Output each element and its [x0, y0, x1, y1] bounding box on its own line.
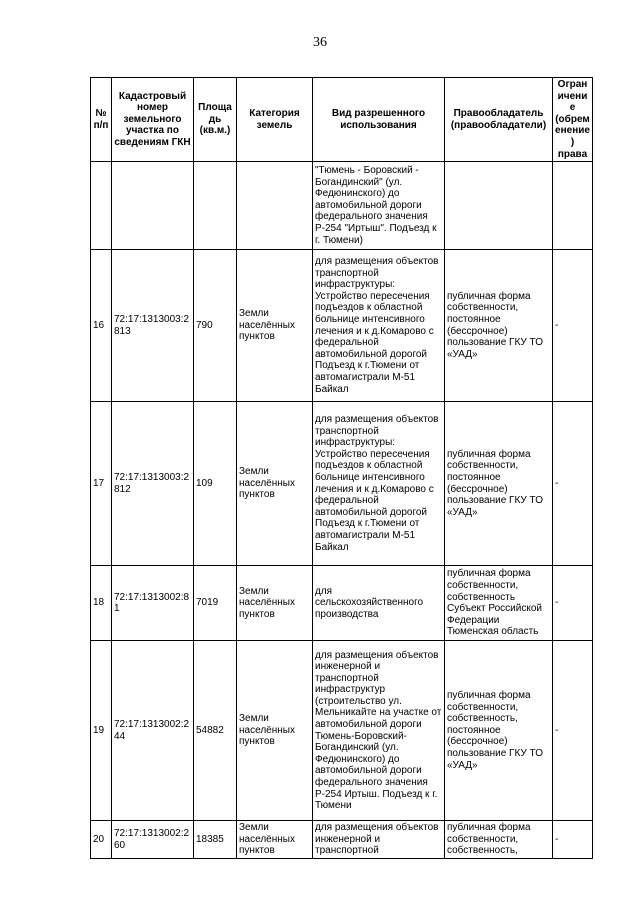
- cell-restrictions: -: [553, 250, 593, 402]
- cell-land-category: Земли населённых пунктов: [237, 402, 313, 566]
- cell-cadastral-number: 72:17:1313003:2812: [112, 402, 194, 566]
- cell-num: 20: [91, 821, 112, 859]
- cell-permitted-use: для размещения объектов инженерной и транспортной инфраструктур (строительство ул. Мельникайте на участке от автомобильной дороги Тюмень-Боровский-Богандинский (ул. Федюнинского) до автомобильной дороги федерального значения Р-254 Иртыш. Подъезд к г. Тюмени: [313, 641, 445, 821]
- header-num: № п/п: [91, 78, 112, 162]
- header-cadastral-number: Кадастровый номер земельного участка по сведениям ГКН: [112, 78, 194, 162]
- cell-num: 19: [91, 641, 112, 821]
- header-owner: Правообладатель (правообладатели): [445, 78, 553, 162]
- cell-num: 16: [91, 250, 112, 402]
- cell-area: 790: [194, 250, 237, 402]
- cell-cadastral-number: 72:17:1313002:81: [112, 566, 194, 641]
- header-permitted-use: Вид разрешенного использования: [313, 78, 445, 162]
- cell-permitted-use: для размещения объектов транспортной инфраструктуры: Устройство пересечения подъездов к областной больнице интенсивного лечения и к д.Комарово с федеральной автомобильной дорогой Подъезд к г.Тюмени от автомагистрали М-51 Байкал: [313, 402, 445, 566]
- cell-owner: публичная форма собственности, собственность, постоянное (бессрочное) пользование ГКУ ТО «УАД»: [445, 641, 553, 821]
- table-row: [91, 641, 593, 821]
- header-land-category: Категория земель: [237, 78, 313, 162]
- table-row: [91, 566, 593, 641]
- cell-area: 109: [194, 402, 237, 566]
- cell-cadastral-number: 72:17:1313002:244: [112, 641, 194, 821]
- cell-restrictions: -: [553, 566, 593, 641]
- cell-owner: публичная форма собственности, собственность,: [445, 821, 553, 859]
- header-area: Площадь (кв.м.): [194, 78, 237, 162]
- cell-cadastral-number: 72:17:1313003:2813: [112, 250, 194, 402]
- table-row: [91, 402, 593, 566]
- cell-area: 18385: [194, 821, 237, 859]
- cell-owner: публичная форма собственности, постоянное (бессрочное) пользование ГКУ ТО «УАД»: [445, 250, 553, 402]
- cell-permitted-use: для размещения объектов транспортной инфраструктуры: Устройство пересечения подъездов к областной больнице интенсивного лечения и к д.Комарово с федеральной автомобильной дорогой Подъезд к г.Тюмени от автомагистрали М-51 Байкал: [313, 250, 445, 402]
- cell-restrictions: -: [553, 641, 593, 821]
- cell-permitted-use: "Тюмень - Боровский - Богандинский" (ул. Федюнинского) до автомобильной дороги федерального значения Р-254 "Иртыш". Подъезд к г. Тюмени): [313, 162, 445, 250]
- land-plots-table: [90, 77, 593, 859]
- cell-area: 54882: [194, 641, 237, 821]
- cell-land-category: Земли населённых пунктов: [237, 250, 313, 402]
- cell-permitted-use: для размещения объектов инженерной и транспортной: [313, 821, 445, 859]
- cell-owner: [445, 162, 553, 250]
- table-row: [91, 250, 593, 402]
- cell-permitted-use: для сельскохозяйственного производства: [313, 566, 445, 641]
- cell-land-category: Земли населённых пунктов: [237, 641, 313, 821]
- cell-num: 17: [91, 402, 112, 566]
- page-number: 36: [313, 35, 327, 50]
- cell-owner: публичная форма собственности, постоянное (бессрочное) пользование ГКУ ТО «УАД»: [445, 402, 553, 566]
- cell-num: 18: [91, 566, 112, 641]
- cell-restrictions: -: [553, 402, 593, 566]
- cell-area: [194, 162, 237, 250]
- cell-cadastral-number: 72:17:1313002:260: [112, 821, 194, 859]
- header-restrictions: Ограничение (обременение) права: [553, 78, 593, 162]
- cell-restrictions: -: [553, 821, 593, 859]
- cell-owner: публичная форма собственности, собственность Субъект Российской Федерации Тюменская область: [445, 566, 553, 641]
- table-row: [91, 821, 593, 859]
- table-row: [91, 162, 593, 250]
- cell-num: [91, 162, 112, 250]
- cell-area: 7019: [194, 566, 237, 641]
- cell-land-category: Земли населённых пунктов: [237, 821, 313, 859]
- cell-cadastral-number: [112, 162, 194, 250]
- table-header-row: [91, 78, 593, 162]
- cell-land-category: [237, 162, 313, 250]
- cell-restrictions: [553, 162, 593, 250]
- cell-land-category: Земли населённых пунктов: [237, 566, 313, 641]
